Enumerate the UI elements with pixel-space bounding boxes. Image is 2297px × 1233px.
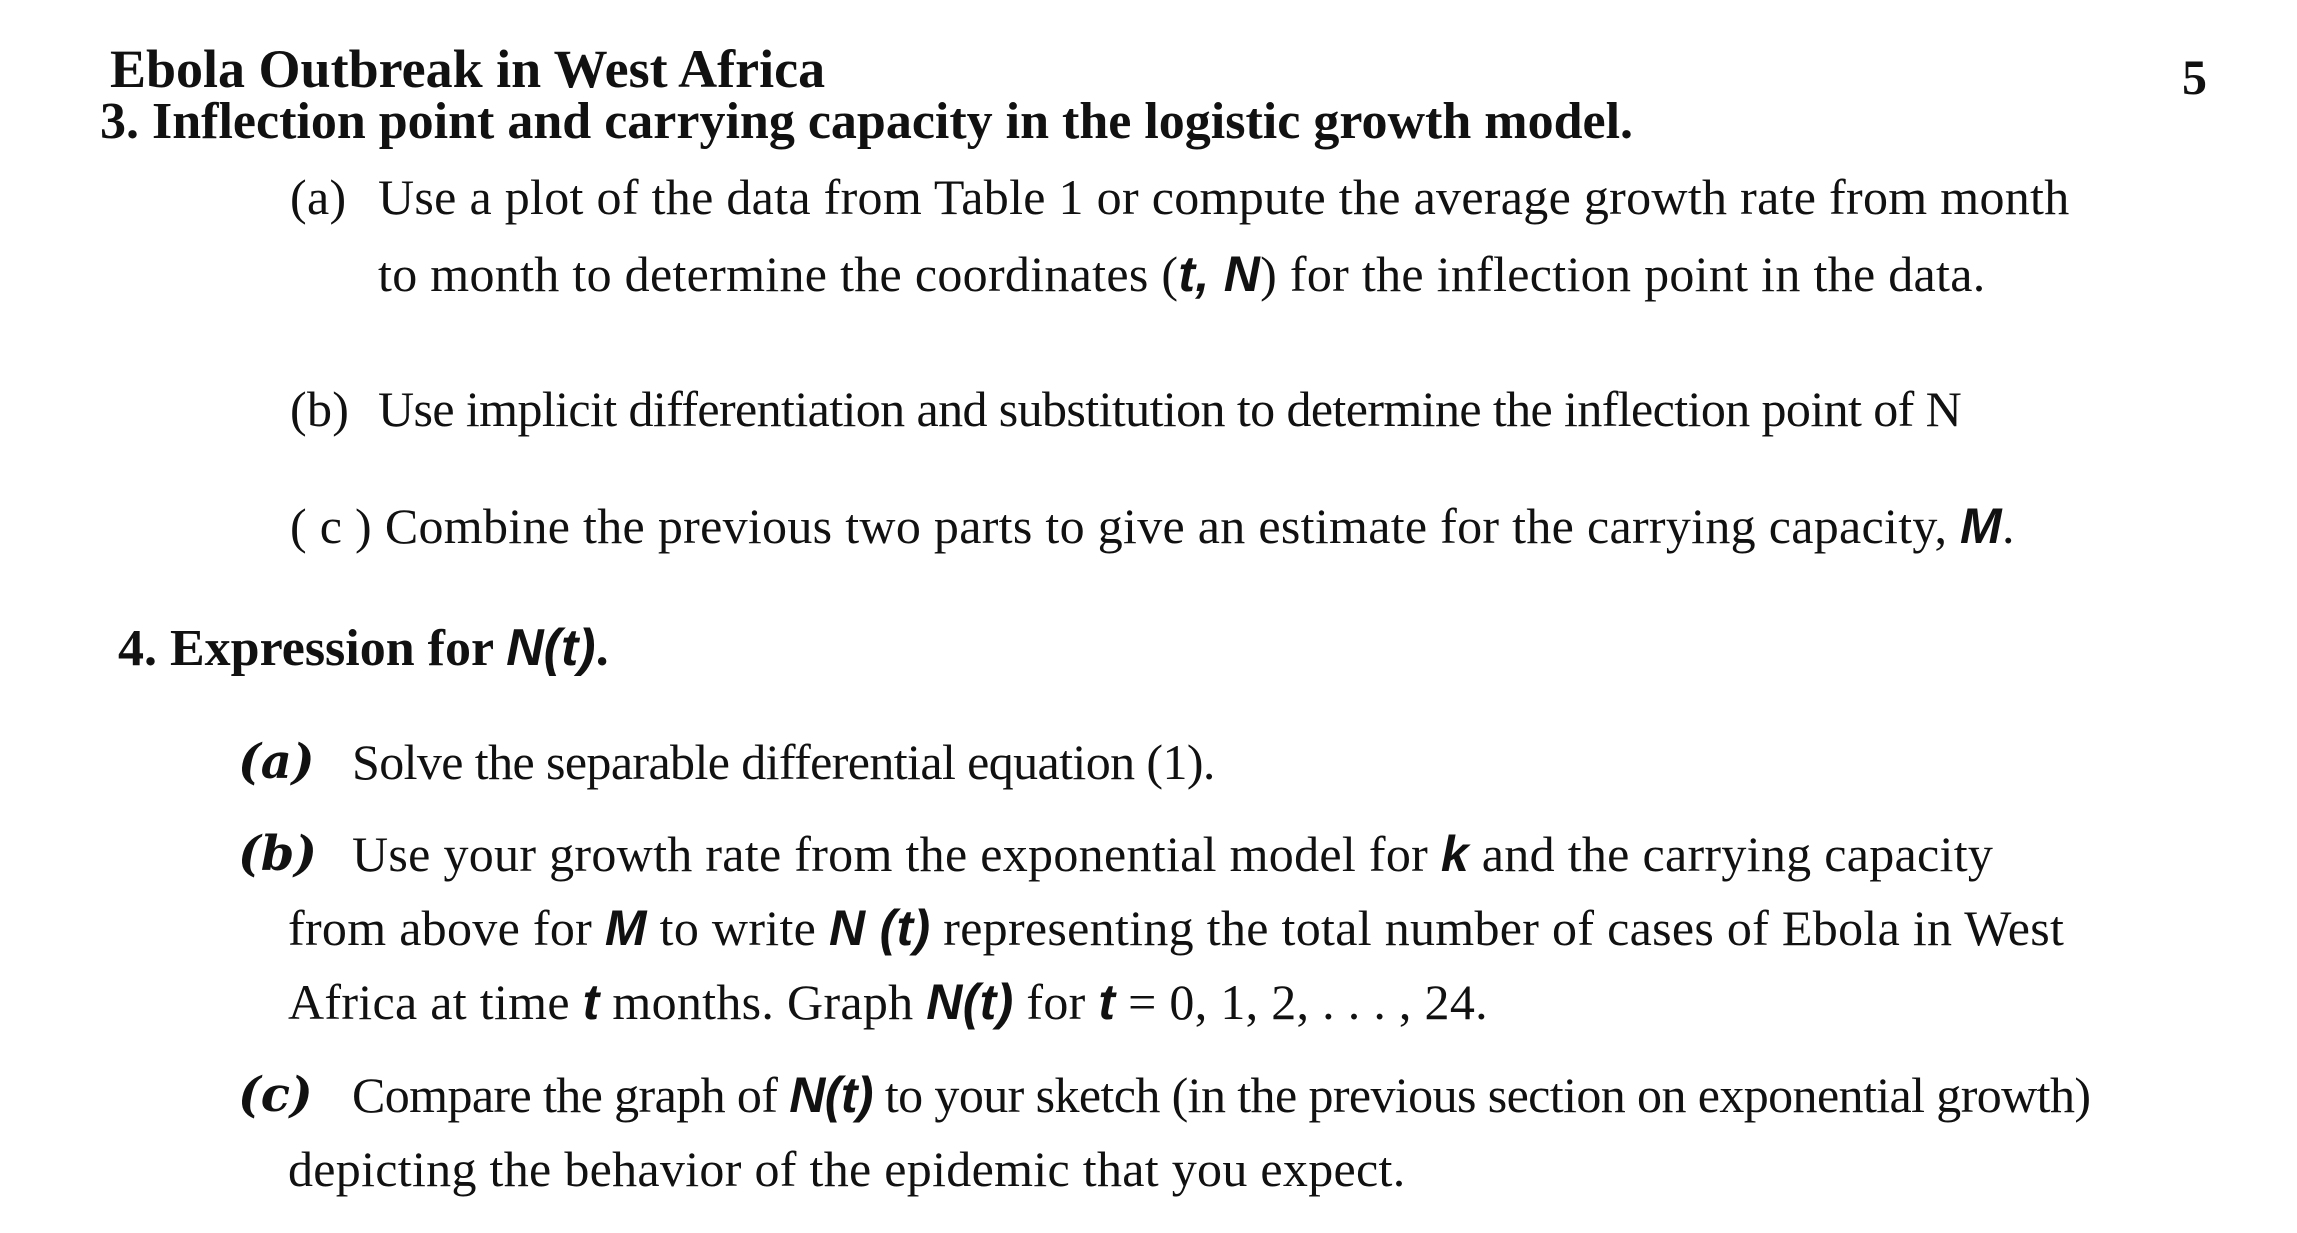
text-run: to your sketch (in the previous section on exponential growth): [872, 1067, 2091, 1123]
text-run: Use your growth rate from the exponential model for: [352, 826, 1441, 882]
text-run: representing the total number of cases of Ebola in West: [930, 900, 2065, 956]
section-3c-line: [290, 497, 2015, 555]
text-run: .: [2002, 498, 2015, 554]
math-M: M: [1960, 498, 2002, 554]
section-4b-line-3: [288, 973, 1488, 1031]
section-4a-label: (a): [238, 734, 315, 790]
section-4c-line-2: depicting the behavior of the epidemic that you expect.: [288, 1141, 1406, 1197]
page-number: 5: [2182, 49, 2207, 105]
section-4b-line-1: [352, 825, 1993, 883]
section-3a-line-1: Use a plot of the data from Table 1 or compute the average growth rate from month: [378, 169, 2070, 225]
math-Nt: N (t): [828, 900, 931, 956]
math-t: t: [582, 974, 600, 1030]
text-run: Compare the graph of: [352, 1067, 790, 1123]
section-4-heading: [118, 618, 609, 678]
text-run: 4. Expression for: [118, 620, 507, 677]
text-run: = 0, 1, 2, . . . , 24.: [1115, 974, 1488, 1030]
section-3b-text: Use implicit differentiation and substitution to determine the inflection point of N: [378, 381, 1962, 437]
document-title: Ebola Outbreak in West Africa: [110, 39, 826, 99]
section-3b-label: (b): [290, 381, 350, 437]
math-M: M: [604, 900, 647, 956]
math-k: k: [1440, 826, 1469, 882]
text-run: to write: [646, 900, 829, 956]
section-3a-line-2: [378, 245, 1986, 303]
section-4c-label: (c): [238, 1067, 313, 1123]
section-3c-label: ( c ): [290, 498, 372, 554]
math-comma: ,: [1195, 246, 1224, 302]
math-t: t: [1098, 974, 1116, 1030]
text-run: ) for the inflection point in the data.: [1260, 246, 1986, 302]
text-run: for: [1013, 974, 1099, 1030]
math-Nt: N(t): [789, 1067, 873, 1123]
section-4b-line-2: [288, 899, 2064, 957]
math-Nt: N(t): [926, 974, 1014, 1030]
section-4a-text: Solve the separable differential equation (1).: [352, 734, 1215, 790]
text-run: .: [595, 620, 609, 677]
section-3a-label: (a): [290, 169, 347, 225]
text-run: and the carrying capacity: [1469, 826, 1994, 882]
text-run: months. Graph: [599, 974, 927, 1030]
section-4c-line-1: [352, 1066, 2090, 1124]
text-run: Combine the previous two parts to give an estimate for the carrying capacity,: [384, 498, 1961, 554]
math-N: N: [1223, 246, 1261, 302]
text-run: Africa at time: [288, 974, 583, 1030]
text-run: from above for: [288, 900, 605, 956]
math-Nt: N(t): [506, 619, 596, 677]
section-4b-label: (b): [238, 826, 317, 882]
math-t: t: [1178, 246, 1196, 302]
text-run: to month to determine the coordinates (: [378, 246, 1179, 302]
section-3-heading: 3. Inflection point and carrying capacity in the logistic growth model.: [100, 93, 1634, 150]
